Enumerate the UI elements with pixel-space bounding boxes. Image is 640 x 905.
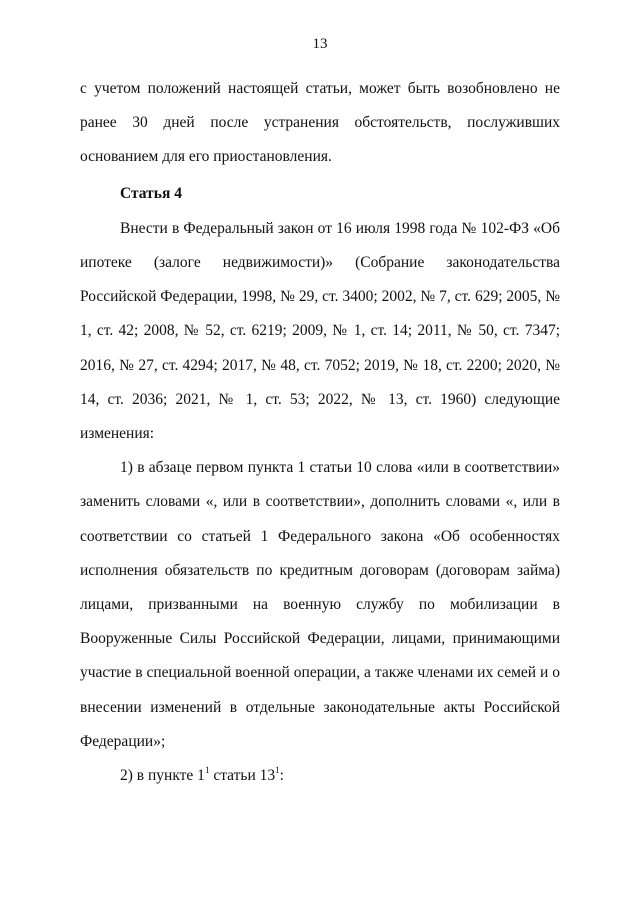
page-number: 13 [312,36,328,52]
item-2-text-a: 2) в пункте 1 [120,767,205,785]
paragraph-continuation: с учетом положений настоящей статьи, может быть возобновлено не ранее 30 дней после устранения обстоятельств, послуживших основанием для его приостановления. [80,80,560,166]
item-2-superscript-a: 1 [204,765,210,776]
paragraph-item-2 [80,759,560,793]
document-body [80,72,560,793]
paragraph-amendment-intro: Внести в Федеральный закон от 16 июля 1998 года № 102-ФЗ «Об ипотеке (залоге недвижимости)» (Собрание законодательства Российской Федерации, 1998, № 29, ст. 3400; 2002, № 7, ст. 629; 2005, № 1, ст. 42; 2008, № 52, ст. 6219; 2009, № 1, ст. 14; 2011, № 50, ст. 7347; 2016, № 27, ст. 4294; 2017, № 48, ст. 7052; 2019, № 18, ст. 2200; 2020, № 14, ст. 2036; 2021, № 1, ст. 53; 2022, № 13, ст. 1960) следующие изменения: [80,219,560,443]
article-heading: Статья 4 [120,184,182,202]
item-2-superscript-b: 1 [275,765,280,776]
item-2-text-b: статьи 13 [209,767,276,785]
item-2-text-c: : [279,767,284,785]
paragraph-item-1: 1) в абзаце первом пункта 1 статьи 10 слова «или в соответствии» заменить словами «, или в соответствии», дополнить словами «, или в соответствии со статьей 1 Федерального закона «Об особенностях исполнения обязательств по кредитным договорам (договорам займа) лицами, призванными на военную службу по мобилизации в Вооруженные Силы Российской Федерации, лицами, принимающими участие в специальной военной операции, а также членами их семей и о внесении изменений в отдельные законодательные акты Российской Федерации»; [80,459,560,750]
